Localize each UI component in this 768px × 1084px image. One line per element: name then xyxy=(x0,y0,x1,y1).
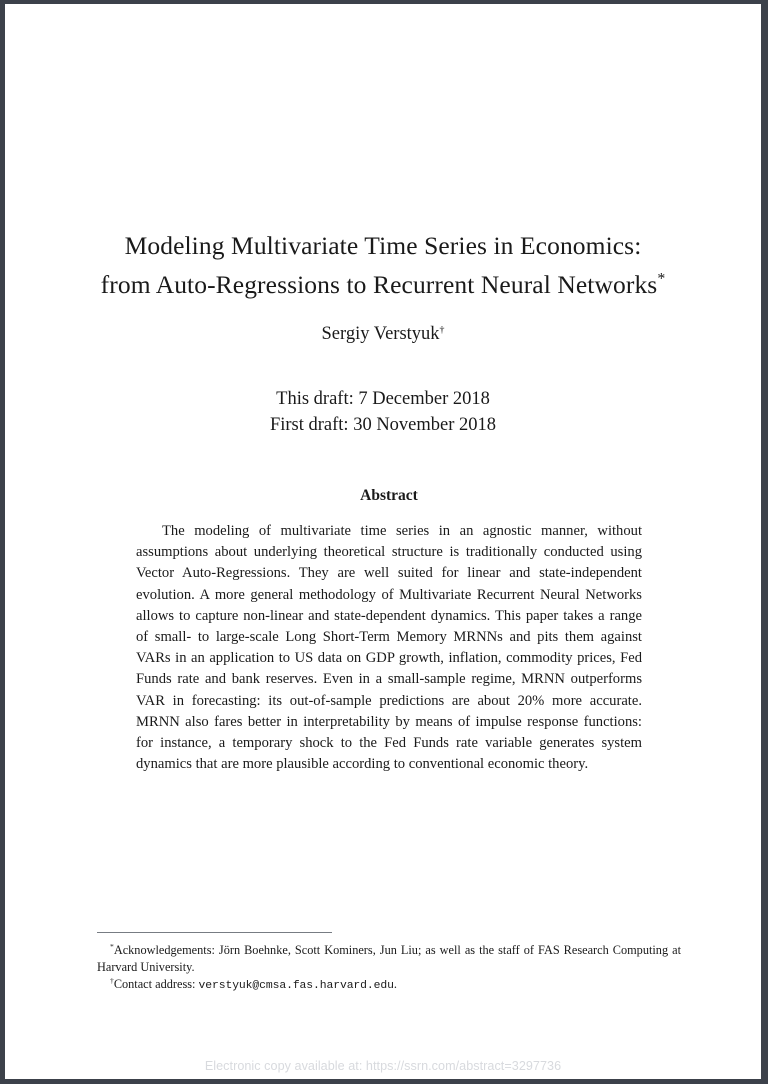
contact-label: Contact address: xyxy=(113,977,199,992)
acknowledgements-marker: * xyxy=(110,941,114,951)
paper-page xyxy=(5,4,761,1079)
footnote-separator-rule xyxy=(97,932,332,933)
footnote-contact xyxy=(97,976,681,995)
abstract-body: The modeling of multivariate time series in an agnostic manner, without assumptions about underlying theoretical structure is traditionally conducted using Vector Auto-Regressions. They are well suited for linear and state-independent evolution. A more general methodology of Multivariate Recurrent Neural Networks allows to capture non-linear and state-dependent dynamics. This paper takes a range of small- to large-scale Long Short-Term Memory MRNNs and pits them against VARs in an application to US data on GDP growth, inflation, commodity prices, Fed Funds rate and bank reserves. Even in a small-sample regime, MRNN outperforms VAR in forecasting: its out-of-sample predictions are about 20% more accurate. MRNN also fares better in interpretability by means of impulse response functions: for instance, a temporary shock to the Fed Funds rate variable generates system dynamics that are more plausible according to conventional economic theory. xyxy=(136,523,642,773)
author-name: Sergiy Verstyuk xyxy=(321,324,440,344)
title-line-1: Modeling Multivariate Time Series in Economics: xyxy=(124,231,642,260)
author-footnote-marker: † xyxy=(439,324,445,336)
author-block xyxy=(5,324,761,345)
acknowledgements-text: Acknowledgements: Jörn Boehnke, Scott Kominers, Jun Liu; as well as the staff of FAS Research Computing at Harvard University. xyxy=(97,943,681,975)
contact-marker: † xyxy=(110,976,114,986)
draft-dates xyxy=(5,386,761,438)
ssrn-footer-text: Electronic copy available at: https://ssrn.com/abstract=3297736 xyxy=(204,1059,562,1073)
contact-email[interactable]: verstyuk@cmsa.fas.harvard.edu xyxy=(198,980,394,993)
title-footnote-marker: * xyxy=(657,270,666,288)
title-line-2 xyxy=(5,265,761,304)
page-content xyxy=(5,4,761,1079)
paper-title xyxy=(5,226,761,304)
footnote-acknowledgements xyxy=(97,942,681,976)
footnotes-section xyxy=(97,932,681,996)
first-draft-date: First draft: 30 November 2018 xyxy=(269,415,497,435)
title-line-2-text: from Auto-Regressions to Recurrent Neural Networks xyxy=(100,270,658,299)
this-draft-date: This draft: 7 December 2018 xyxy=(276,389,490,409)
abstract-section xyxy=(136,487,642,775)
abstract-heading: Abstract xyxy=(360,487,418,504)
contact-period: . xyxy=(393,977,397,992)
